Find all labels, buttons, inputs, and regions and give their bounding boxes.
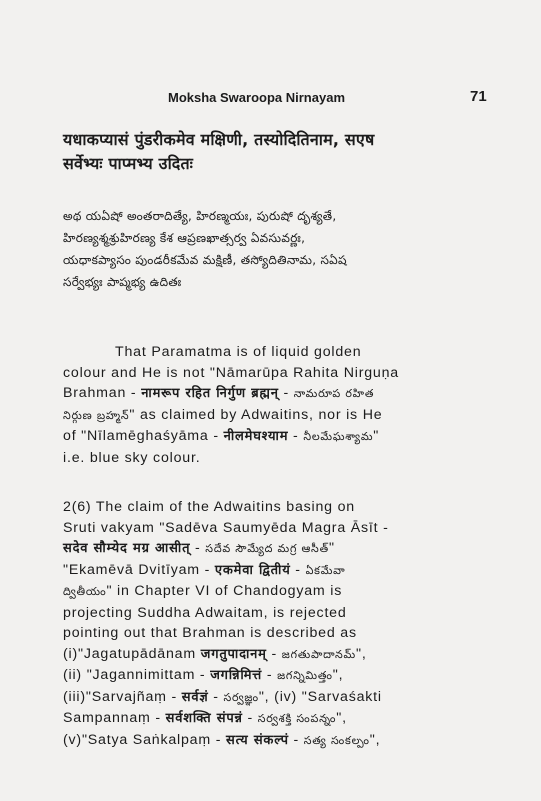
paragraph-claim: [63, 497, 493, 751]
page-number: 71: [470, 88, 487, 105]
sanskrit-line: यधाकप्यासं पुंडरीकमेव मक्षिणी, तस्योदितिनाम, सएष: [63, 130, 375, 149]
devanagari-term: जगतुपादानम्: [200, 646, 267, 662]
text-span: -: [278, 385, 294, 401]
text-span: -: [208, 688, 224, 705]
text-span: "Ekamēvā Dvitīyam -: [63, 561, 215, 578]
running-header-title: Moksha Swaroopa Nirnayam: [168, 90, 345, 105]
text-span: -: [242, 710, 258, 726]
text-span: (i)"Jagatupādānam: [63, 645, 201, 662]
text-span: -: [288, 428, 304, 444]
devanagari-term: सत्य संकल्पं: [226, 732, 289, 748]
sanskrit-quote: [63, 128, 493, 176]
text-span: ",: [336, 710, 347, 726]
paragraph-paramatma: [63, 342, 493, 468]
text-span: -: [288, 731, 304, 748]
text-span: -: [290, 561, 306, 578]
text-line: colour and He is not "Nāmarūpa Rahita Nirguṇa: [63, 364, 399, 381]
text-line: [63, 708, 493, 730]
telugu-term: ఏకమేవా: [305, 563, 346, 577]
telugu-term: సర్వజ్ఞం: [223, 690, 259, 704]
text-span: ": [373, 428, 380, 444]
text-span: Brahman -: [63, 385, 142, 401]
text-span: " as claimed by Adwaitins, nor is He: [129, 406, 383, 423]
text-line: [63, 383, 493, 405]
text-line: [63, 581, 493, 603]
text-span: ",: [332, 667, 344, 683]
telugu-term: ద్వితీయం: [63, 585, 107, 598]
devanagari-term: नीलमेघश्याम: [223, 429, 289, 444]
text-span: of "Nīlamēghaśyāma -: [63, 428, 224, 444]
text-line: [63, 644, 493, 666]
devanagari-term: सदेव सौम्येद मग्र आसीत्: [63, 541, 191, 556]
text-span: -: [190, 540, 206, 556]
text-span: (v)"Satya Saṅkalpaṃ -: [63, 731, 226, 748]
text-line: Sruti vakyam "Sadēva Saumyēda Magra Āsīt -: [63, 519, 389, 536]
text-line: [63, 426, 493, 448]
telugu-line: అథ యఏషో అంతరాదిత్యే, హిరణ్మయః, పురుషో దృశ్యతే,: [63, 209, 337, 223]
telugu-term: జగతుపాదానమ్: [281, 647, 356, 661]
devanagari-term: नामरूप रहित निर्गुण ब्रह्मन्: [141, 386, 279, 401]
text-span: (iii)"Sarvajñaṃ -: [63, 688, 182, 705]
telugu-term: జగన్నిమిత్తం: [277, 669, 333, 682]
text-line: projecting Suddha Adwaitam, is rejected: [63, 604, 347, 621]
text-span: " in Chapter VI of Chandogyam is: [106, 583, 343, 599]
sanskrit-line: सर्वेभ्यः पाप्मभ्य उदितः: [63, 154, 194, 173]
text-span: ",: [355, 645, 367, 662]
telugu-line: యధాకప్యాసం పుండరీకమేవ మక్షిణీ, తస్యోదితినామ, సఏష: [63, 253, 347, 267]
text-line: That Paramatma is of liquid golden: [115, 344, 362, 360]
text-line: [63, 538, 493, 560]
text-span: ",: [369, 731, 381, 748]
text-span: (ii) "Jagannimittam -: [63, 667, 211, 683]
devanagari-term: एकमेवा द्वितीयं: [214, 562, 291, 578]
telugu-term: సర్వశక్తి సంపన్నం: [257, 712, 337, 725]
telugu-term: సత్య సంకల్పం: [303, 733, 370, 747]
text-span: ": [328, 540, 335, 556]
telugu-term: నిర్గుణ బ్రహ్మన్: [63, 408, 130, 422]
text-line: [63, 730, 493, 752]
text-line: i.e. blue sky colour.: [63, 449, 201, 466]
telugu-quote: [63, 205, 493, 293]
telugu-term: నీలమేఘశ్యామ: [303, 430, 374, 443]
telugu-line: హిరణ్యశ్మశ్రుహిరణ్య కేశ ఆప్రణఖాత్సర్వ ఏవసువర్ణః,: [63, 231, 306, 245]
telugu-term: సదేవ సౌమ్యేద మగ్ర ఆసీత్: [205, 542, 329, 555]
text-line: pointing out that Brahman is described as: [63, 625, 357, 641]
devanagari-term: जगन्निमित्तं: [210, 668, 263, 683]
text-line: 2(6) The claim of the Adwaitins basing on: [63, 499, 355, 515]
devanagari-term: सर्वज्ञं: [181, 689, 209, 705]
text-span: -: [266, 645, 282, 662]
text-span: Sampannaṃ -: [63, 710, 166, 726]
text-line: [63, 687, 493, 709]
text-span: -: [262, 667, 278, 683]
telugu-line: సర్వేభ్యః పాప్మభ్య ఉదితః: [63, 275, 182, 289]
devanagari-term: सर्वशक्ति संपन्नं: [165, 711, 243, 726]
text-line: [63, 665, 493, 687]
text-line: [63, 405, 493, 427]
text-line: [63, 560, 493, 582]
telugu-term: నామరూప రహిత: [293, 387, 375, 400]
text-span: ", (iv) "Sarvaśakti: [258, 688, 382, 705]
